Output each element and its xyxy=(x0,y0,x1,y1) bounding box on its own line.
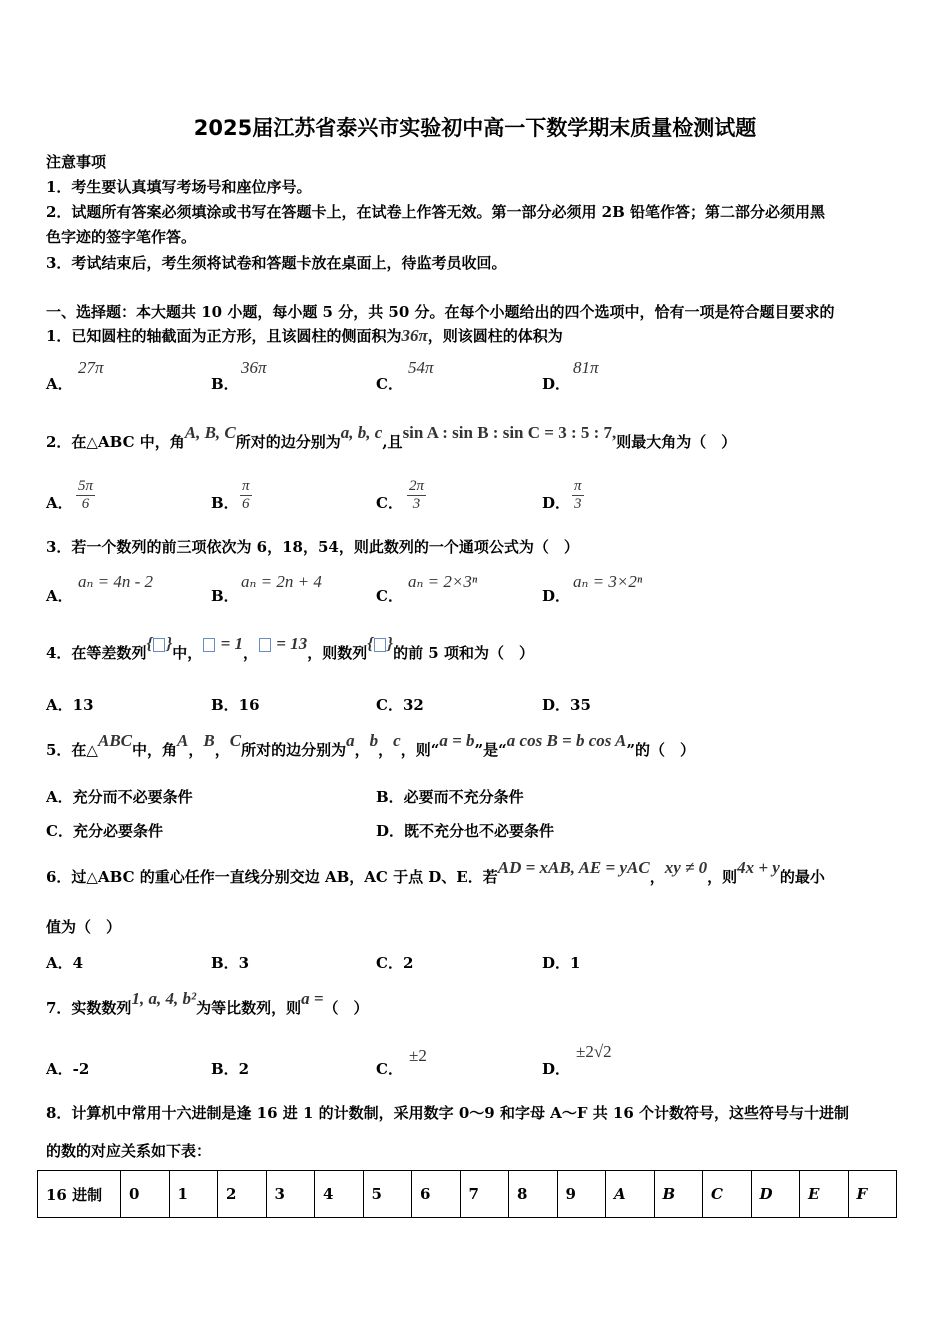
q4-option-c: C．32 xyxy=(376,696,424,714)
q2-text-1: 2．在△ABC 中，角 xyxy=(46,433,185,451)
q5-option-b: B．必要而不充分条件 xyxy=(376,788,524,806)
q1-math: 36π xyxy=(401,326,428,345)
q4-math-2: = 13 xyxy=(276,634,308,653)
notice-item-2: 2．试题所有答案必须填涂或书写在答题卡上，在试卷上作答无效。第一部分必须用 2B 铅笔作答；第二部分必须用黑 xyxy=(46,203,826,221)
q6-text-3: ，则 xyxy=(707,868,738,886)
q1-option-b-value: 36π xyxy=(241,358,267,377)
table-cell: 6 xyxy=(412,1171,461,1218)
q4-option-a: A．13 xyxy=(46,696,94,714)
table-cell: C xyxy=(703,1171,752,1218)
q4-option-b: B．16 xyxy=(211,696,260,714)
q1-option-c-value: 54π xyxy=(408,358,434,377)
q3-option-a-value: aₙ = 4n - 2 xyxy=(78,572,154,591)
q5-math-condition-2: a cos B = b cos A xyxy=(506,731,627,750)
q6-option-c: C．2 xyxy=(376,954,414,972)
q5-text-6: ”的（ ） xyxy=(626,741,695,759)
q3-option-a-label: A． xyxy=(46,587,73,605)
table-cell: 8 xyxy=(509,1171,558,1218)
q2-option-d-fraction xyxy=(572,478,584,513)
q2-option-b-label: B． xyxy=(211,494,239,512)
notice-item-3: 3．考试结束后，考生须将试卷和答题卡放在桌面上，待监考员收回。 xyxy=(46,254,507,272)
q4-text-1: 4．在等差数列 xyxy=(46,644,147,662)
q2-option-a-label: A． xyxy=(46,494,73,512)
q7-option-c-label: C． xyxy=(376,1060,403,1078)
q2-a-denominator: 6 xyxy=(81,496,90,512)
table-cell: D xyxy=(751,1171,800,1218)
table-cell: 9 xyxy=(557,1171,606,1218)
q3-option-b-value: aₙ = 2n + 4 xyxy=(241,572,322,591)
q7-option-b: B．2 xyxy=(211,1060,250,1078)
q7-option-d-label: D． xyxy=(542,1060,571,1078)
table-cell: 0 xyxy=(121,1171,170,1218)
question-4 xyxy=(46,634,534,663)
missing-glyph-icon xyxy=(203,638,215,652)
q5-text-2: 中，角 xyxy=(132,741,178,759)
q7-math-1: 1, a, 4, b² xyxy=(131,989,197,1008)
notice-heading: 注意事项 xyxy=(46,153,107,171)
q2-b-numerator: π xyxy=(242,478,250,494)
q1-option-a-label: A． xyxy=(46,375,73,393)
q4-term-5 xyxy=(258,634,307,654)
q2-b-denominator: 6 xyxy=(242,496,250,512)
q5-text-4: ，则“ xyxy=(400,741,440,759)
q4-math-1: = 1 xyxy=(220,634,243,653)
q4-text-2: 中， xyxy=(172,644,203,662)
q5-comma-3: ， xyxy=(354,741,370,759)
q6-option-d: D．1 xyxy=(542,954,581,972)
q1-text-b: ，则该圆柱的体积为 xyxy=(427,327,563,345)
q5-comma-4: ， xyxy=(378,741,394,759)
table-cell: 5 xyxy=(363,1171,412,1218)
q2-text-2: 所对的边分别为 xyxy=(235,433,341,451)
table-cell: F xyxy=(848,1171,897,1218)
q3-option-d-label: D． xyxy=(542,587,571,605)
q5-math-b: b xyxy=(369,731,379,750)
q2-option-d-label: D． xyxy=(542,494,571,512)
q6-math-3: xy ≠ 0 xyxy=(664,858,708,877)
q5-comma-2: ， xyxy=(214,741,230,759)
q5-math-C: C xyxy=(229,731,242,750)
q7-option-a: A．-2 xyxy=(46,1060,90,1078)
q5-option-a: A．充分而不必要条件 xyxy=(46,788,193,806)
q1-option-b-label: B． xyxy=(211,375,239,393)
missing-glyph-icon xyxy=(374,638,386,652)
question-5 xyxy=(46,731,695,760)
q5-math-triangle: ABC xyxy=(97,731,133,750)
q2-c-denominator: 3 xyxy=(412,496,421,512)
question-2 xyxy=(46,423,737,452)
question-8-cont: 的数的对应关系如下表： xyxy=(46,1142,212,1160)
q2-d-denominator: 3 xyxy=(574,496,582,512)
q5-comma-1: ， xyxy=(188,741,204,759)
q6-text-cont: 值为（ ） xyxy=(46,918,122,936)
question-8: 8．计算机中常用十六进制是逢 16 进 1 的计数制，采用数字 0～9 和字母 A～F 共 16 个计数符号，这些符号与十进制 xyxy=(46,1104,850,1122)
q7-option-d-value: ±2√2 xyxy=(576,1042,612,1061)
q7-text-3: （ ） xyxy=(323,999,369,1017)
q2-math-ratio: sin A : sin B : sin C = 3 : 5 : 7, xyxy=(402,423,617,442)
table-cell: E xyxy=(800,1171,849,1218)
q5-math-c: c xyxy=(393,731,401,750)
q6-math-2: , AE = yAC xyxy=(570,858,650,877)
q6-option-b: B．3 xyxy=(211,954,250,972)
q2-text-4: 则最大角为（ ） xyxy=(616,433,737,451)
table-cell: 4 xyxy=(315,1171,364,1218)
q5-text-5: ”是“ xyxy=(474,741,507,759)
q3-option-d-value: aₙ = 3×2ⁿ xyxy=(573,572,643,591)
q5-math-B: B xyxy=(203,731,215,750)
table-cell: 3 xyxy=(266,1171,315,1218)
q1-option-a-value: 27π xyxy=(78,358,104,377)
q3-option-c-label: C． xyxy=(376,587,403,605)
q4-text-4: ，则数列 xyxy=(307,644,368,662)
q2-option-c-label: C． xyxy=(376,494,403,512)
q7-option-c-value: ±2 xyxy=(409,1046,427,1065)
notice-item-2-cont: 色字迹的签字笔作答。 xyxy=(46,228,197,246)
q6-math-1: AD = xAB xyxy=(497,858,571,877)
table-cell: 2 xyxy=(218,1171,267,1218)
q2-c-numerator: 2π xyxy=(409,478,425,494)
q2-option-c-fraction xyxy=(407,478,426,513)
page-title: 2025届江苏省泰兴市实验初中高一下数学期末质量检测试题 xyxy=(193,116,757,140)
q6-text-2: ， xyxy=(649,868,665,886)
hex-table xyxy=(37,1170,897,1218)
table-row xyxy=(38,1171,897,1218)
q2-d-numerator: π xyxy=(574,478,582,494)
question-1 xyxy=(46,326,563,346)
q6-math-4: 4x + y xyxy=(737,858,780,877)
q7-math-2: a = xyxy=(301,989,324,1008)
question-6 xyxy=(46,858,825,887)
table-cell: 7 xyxy=(460,1171,509,1218)
q2-option-b-fraction xyxy=(240,478,252,513)
q5-option-c: C．充分必要条件 xyxy=(46,822,163,840)
section-heading: 一、选择题：本大题共 10 小题，每小题 5 分，共 50 分。在每个小题给出的四个选项中，恰有一项是符合题目要求的 xyxy=(46,303,835,321)
q3-option-b-label: B． xyxy=(211,587,239,605)
q3-option-c-value: aₙ = 2×3ⁿ xyxy=(408,572,478,591)
notice-item-1: 1．考生要认真填写考场号和座位序号。 xyxy=(46,178,312,196)
q2-option-a-fraction xyxy=(76,478,95,513)
q4-sequence-symbol: { } xyxy=(146,634,173,653)
table-cell: 1 xyxy=(169,1171,218,1218)
missing-glyph-icon xyxy=(153,638,165,652)
table-cell: A xyxy=(606,1171,655,1218)
missing-glyph-icon xyxy=(259,638,271,652)
question-3: 3．若一个数列的前三项依次为 6，18，54，则此数列的一个通项公式为（ ） xyxy=(46,538,579,556)
q2-a-numerator: 5π xyxy=(78,478,94,494)
question-7 xyxy=(46,989,369,1018)
q1-option-d-value: 81π xyxy=(573,358,599,377)
q5-math-a: a xyxy=(346,731,355,750)
q7-text-1: 7．实数数列 xyxy=(46,999,132,1017)
q4-sequence-symbol-2: { } xyxy=(367,634,394,653)
q4-option-d: D．35 xyxy=(542,696,591,714)
q5-math-condition-1: a = b xyxy=(439,731,475,750)
q4-term-1 xyxy=(202,634,243,654)
q5-option-d: D．既不充分也不必要条件 xyxy=(376,822,555,840)
q2-math-sides: a, b, c xyxy=(340,423,383,442)
q2-text-3: ,且 xyxy=(382,433,403,451)
table-cell-header: 16 进制 xyxy=(38,1171,121,1218)
q5-text-3: 所对的边分别为 xyxy=(241,741,347,759)
q2-math-angles: A, B, C xyxy=(184,423,236,442)
table-cell: B xyxy=(654,1171,703,1218)
q1-option-c-label: C． xyxy=(376,375,403,393)
q5-math-A: A xyxy=(177,731,189,750)
q6-text-4: 的最小 xyxy=(779,868,825,886)
q7-text-2: 为等比数列，则 xyxy=(196,999,302,1017)
q4-text-3: ， xyxy=(243,644,259,662)
q6-option-a: A．4 xyxy=(46,954,84,972)
q5-text-1: 5．在△ xyxy=(46,741,98,759)
q6-text-1: 6．过△ABC 的重心任作一直线分别交边 AB，AC 于点 D、E．若 xyxy=(46,868,498,886)
q1-text-a: 1．已知圆柱的轴截面为正方形，且该圆柱的侧面积为 xyxy=(46,327,402,345)
q1-option-d-label: D． xyxy=(542,375,571,393)
q4-text-5: 的前 5 项和为（ ） xyxy=(393,644,534,662)
